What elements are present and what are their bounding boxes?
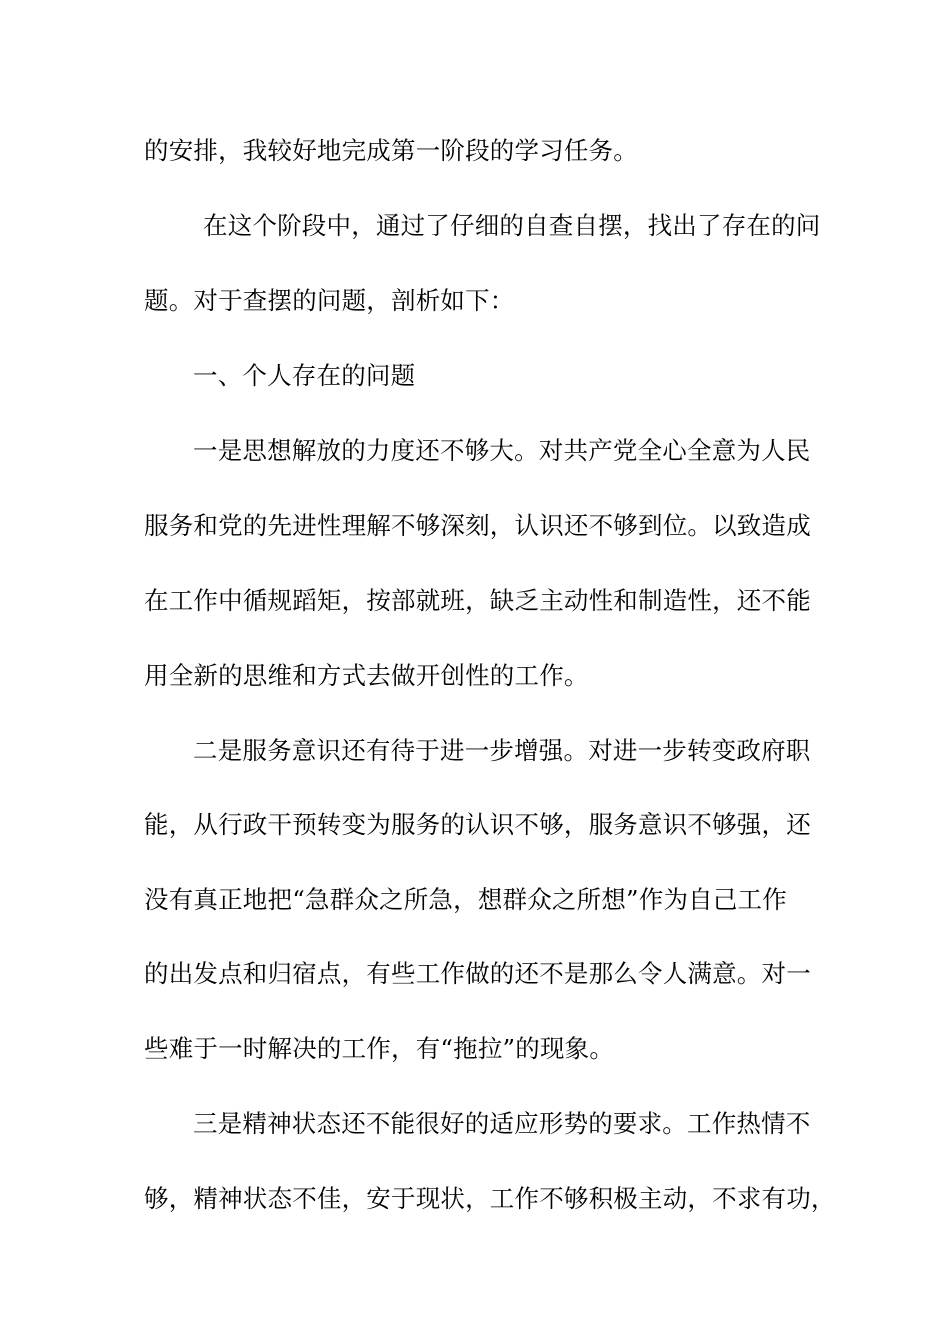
text-line: 够，精神状态不佳，安于现状，工作不够积极主动，不求有功，: [144, 1184, 836, 1213]
text-line: 的安排，我较好地完成第一阶段的学习任务。: [144, 136, 638, 165]
text-line: 二是服务意识还有待于进一步增强。对进一步转变政府职: [193, 736, 811, 765]
text-line: 用全新的思维和方式去做开创性的工作。: [144, 661, 589, 690]
text-line: 三是精神状态还不能很好的适应形势的要求。工作热情不: [193, 1109, 811, 1138]
text-line: 些难于一时解决的工作，有“拖拉”的现象。: [144, 1034, 615, 1063]
text-line: 在工作中循规蹈矩，按部就班，缺乏主动性和制造性，还不能: [144, 586, 811, 615]
text-line: 题。对于查摆的问题，剖析如下：: [144, 286, 515, 315]
text-line: 没有真正地把“急群众之所急，想群众之所想”作为自己工作: [144, 885, 787, 914]
text-line: 一是思想解放的力度还不够大。对共产党全心全意为人民: [193, 436, 811, 465]
text-line: 能，从行政干预转变为服务的认识不够，服务意识不够强，还: [144, 810, 811, 839]
text-line: 服务和党的先进性理解不够深刻，认识还不够到位。以致造成: [144, 511, 811, 540]
text-line: 在这个阶段中，通过了仔细的自查自摆，找出了存在的问: [203, 211, 821, 240]
section-heading: 一、个人存在的问题: [193, 361, 416, 390]
text-line: 的出发点和归宿点，有些工作做的还不是那么令人满意。对一: [144, 959, 811, 988]
